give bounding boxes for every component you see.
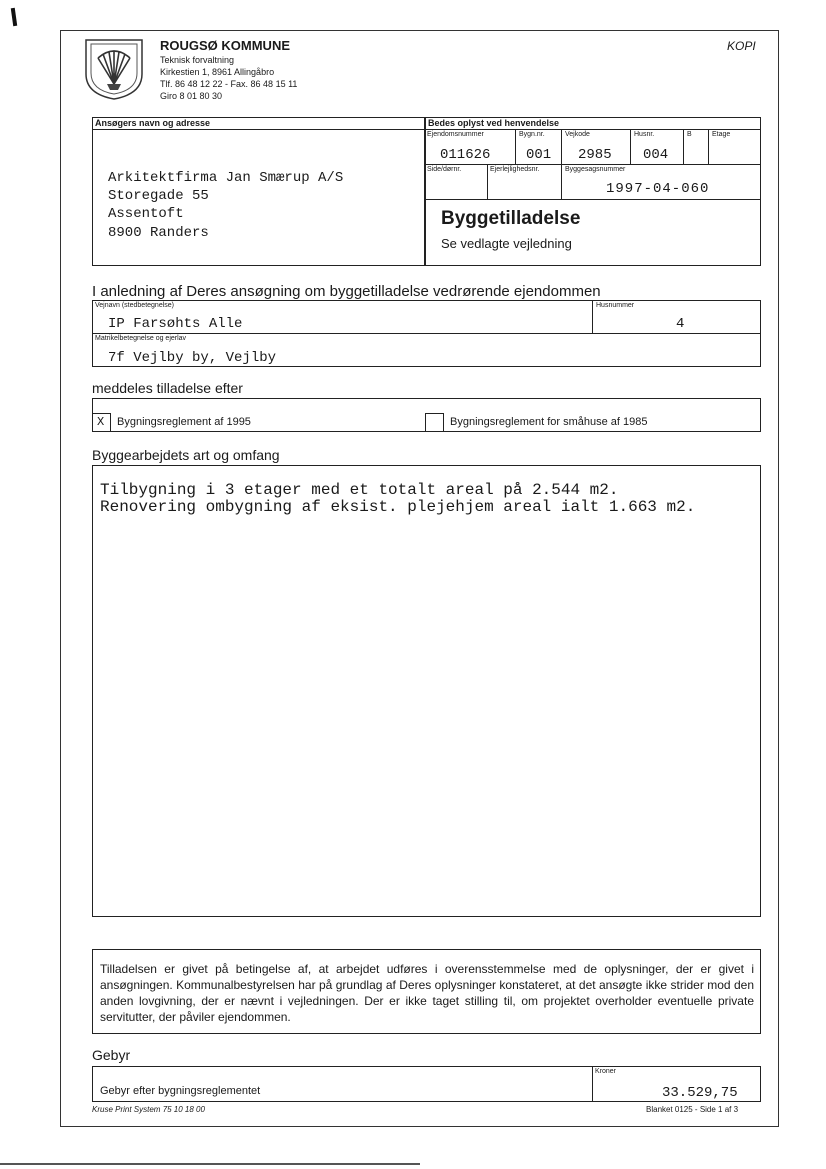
scope-box	[92, 465, 761, 917]
department: Teknisk forvaltning	[160, 55, 235, 65]
bygn-value: 001	[526, 147, 552, 163]
husnr-value: 004	[643, 147, 669, 163]
vejkode-label: Vejkode	[565, 131, 590, 138]
vejnavn-value: IP Farsøhts Alle	[108, 316, 243, 332]
option2-checkbox[interactable]	[425, 413, 444, 432]
ejendomsnummer-value: 011626	[440, 147, 491, 163]
permit-subtitle: Se vedlagte vejledning	[441, 236, 572, 251]
bygn-label: Bygn.nr.	[519, 131, 545, 138]
scope-line-2: Renovering ombygning af eksist. plejehjem areal ialt 1.663 m2.	[100, 498, 696, 516]
applicant-name: Arkitektfirma Jan Smærup A/S	[108, 170, 344, 186]
byggesag-value: 1997-04-060	[606, 181, 710, 197]
municipality-phone: Tlf. 86 48 12 22 - Fax. 86 48 15 11	[160, 79, 298, 89]
kroner-label: Kroner	[595, 1068, 617, 1075]
municipality-giro: Giro 8 01 80 30	[160, 91, 223, 101]
copy-label: KOPI	[727, 39, 756, 53]
applicant-town: Assentoft	[108, 206, 184, 222]
printer-info: Kruse Print System 75 10 18 00	[92, 1105, 205, 1114]
municipality-address: Kirkestien 1, 8961 Allingåbro	[160, 67, 275, 77]
fee-amount: 33.529,75	[662, 1085, 738, 1101]
option1-mark: X	[97, 415, 105, 429]
byggesag-label: Byggesagsnummer	[565, 166, 626, 173]
husnr-label: Husnr.	[634, 131, 655, 138]
municipal-seal-icon	[80, 36, 148, 102]
option2-label: Bygningsreglement for småhuse af 1985	[450, 416, 648, 428]
fee-label: Gebyr efter bygningsreglementet	[100, 1085, 261, 1097]
etage-label: Etage	[712, 131, 731, 138]
ejerlejlighed-label: Ejerlejlighedsnr.	[490, 166, 540, 173]
applicant-label: Ansøgers navn og adresse	[95, 118, 211, 128]
scope-line-1: Tilbygning i 3 etager med et totalt areal på 2.544 m2.	[100, 481, 619, 499]
regulation-heading: meddeles tilladelse efter	[92, 380, 243, 396]
property-heading: I anledning af Deres ansøgning om byggetilladelse vedrørende ejendommen	[92, 283, 601, 300]
ejendomsnummer-label: Ejendomsnummer	[427, 131, 484, 138]
reference-label: Bedes oplyst ved henvendelse	[428, 118, 560, 128]
municipality-name: ROUGSØ KOMMUNE	[160, 38, 290, 53]
fee-heading: Gebyr	[92, 1047, 131, 1063]
husnummer-label: Husnummer	[596, 302, 635, 309]
husnummer-value: 4	[676, 316, 685, 332]
matrikel-value: 7f Vejlby by, Vejlby	[108, 350, 277, 366]
conditions-text: Tilladelsen er givet på betingelse af, at arbejdet udføres i overensstemmelse med de oplysninger, der er givet i ansøgningen. Kommunalbestyrelsen har på grundlag af Deres oplysninger konstateret, at det ansøgte ikke strider mod den anden lovgivning, der er nævnt i vejledningen. Der er ikke taget stilling til, om projektet overholder eventuelle private servitutter, der påviler ejendommen.	[100, 962, 754, 1024]
b-label: B	[687, 131, 692, 138]
scan-edge	[0, 1163, 420, 1165]
vejkode-value: 2985	[578, 147, 612, 163]
scan-mark	[11, 8, 17, 26]
side-label: Side/dørnr.	[427, 166, 462, 173]
blanket-info: Blanket 0125 - Side 1 af 3	[646, 1105, 739, 1114]
vejnavn-label: Vejnavn (stedbetegnelse)	[95, 302, 174, 309]
permit-title: Byggetilladelse	[441, 208, 581, 229]
option1-label: Bygningsreglement af 1995	[117, 416, 251, 428]
applicant-street: Storegade 55	[108, 188, 209, 204]
matrikel-label: Matrikelbetegnelse og ejerlav	[95, 335, 187, 342]
scope-heading: Byggearbejdets art og omfang	[92, 447, 280, 463]
applicant-postal: 8900 Randers	[108, 225, 209, 241]
